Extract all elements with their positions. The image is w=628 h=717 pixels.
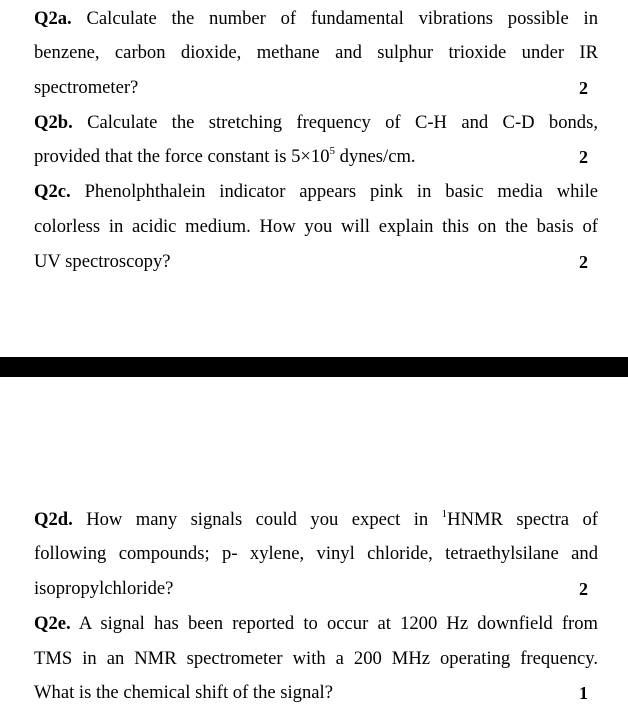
- q2e-text-1: A signal has been reported to occur at 1200 Hz downfield from: [78, 613, 598, 634]
- page-separator: [0, 357, 628, 377]
- q2e-marks: 1: [579, 683, 588, 703]
- q2b-marks: 2: [579, 147, 588, 167]
- q2d-line-2: following compounds; p- xylene, vinyl chloride, tetraethylsilane and: [34, 543, 598, 564]
- q2d-text-1-pre: How many signals could you expect in: [86, 509, 442, 530]
- q2c-line-1: [34, 177, 598, 207]
- q2c-line-3: UV spectroscopy?: [34, 251, 171, 272]
- q2d-line-1: [34, 505, 598, 535]
- q2c-label: Q2c.: [34, 181, 71, 202]
- q2b-exponent: 5: [329, 145, 336, 157]
- q2e-line-3: What is the chemical shift of the signal?: [34, 682, 333, 703]
- q2d-label: Q2d.: [34, 509, 73, 530]
- q2c-text-1: Phenolphthalein indicator appears pink in basic media while: [84, 181, 598, 202]
- q2e-label: Q2e.: [34, 613, 71, 634]
- q2b-line-1: [34, 108, 598, 138]
- q2b-text-1: Calculate the stretching frequency of C-H and C-D bonds,: [87, 112, 598, 133]
- q2e-line-1: [34, 609, 598, 639]
- q2a-label: Q2a.: [34, 8, 72, 29]
- q2b-text-2-post: dynes/cm.: [335, 146, 416, 167]
- q2d-line-3: isopropylchloride?: [34, 578, 174, 599]
- q2b-label: Q2b.: [34, 112, 73, 133]
- q2a-line-2: benzene, carbon dioxide, methane and sulphur trioxide under IR: [34, 42, 598, 63]
- q2a-marks: 2: [579, 78, 588, 98]
- q2c-line-2: colorless in acidic medium. How you will explain this on the basis of: [34, 216, 598, 237]
- q2a-text-1: Calculate the number of fundamental vibrations possible in: [86, 8, 598, 29]
- q2a-line-1: [34, 4, 598, 34]
- q2c-marks: 2: [579, 252, 588, 272]
- q2e-line-2: TMS in an NMR spectrometer with a 200 MHz operating frequency.: [34, 648, 598, 669]
- q2b-text-2-pre: provided that the force constant is 5×10: [34, 146, 330, 167]
- q2d-superscript: 1: [441, 508, 448, 520]
- q2b-line-2: [34, 142, 598, 172]
- q2d-marks: 2: [579, 579, 588, 599]
- q2d-text-1-post: HNMR spectra of: [447, 509, 598, 530]
- q2a-line-3: spectrometer?: [34, 77, 139, 98]
